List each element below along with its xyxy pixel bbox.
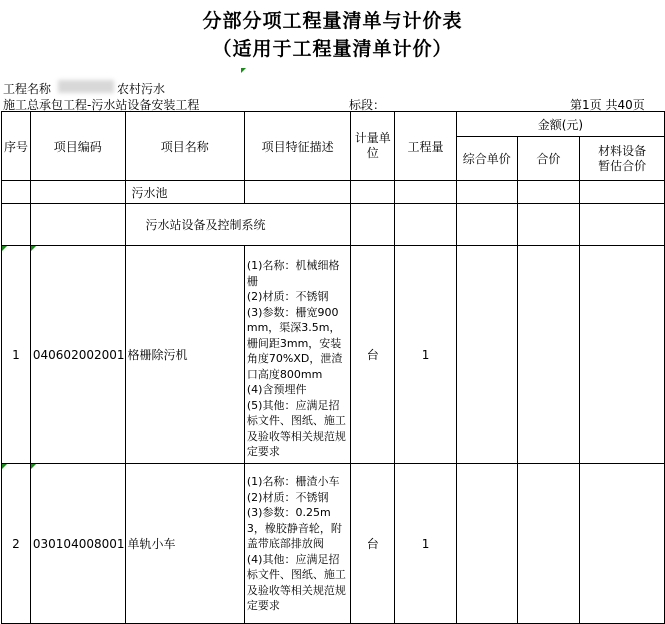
header-amount[interactable]: 金额(元) bbox=[456, 112, 664, 137]
cell[interactable] bbox=[456, 204, 517, 246]
cell[interactable] bbox=[580, 464, 665, 624]
comment-marker bbox=[2, 246, 7, 251]
table-row bbox=[2, 464, 665, 624]
header-seq[interactable]: 序号 bbox=[2, 112, 31, 181]
cell[interactable] bbox=[395, 204, 457, 246]
header-total[interactable]: 合价 bbox=[517, 137, 580, 181]
cell[interactable] bbox=[351, 204, 395, 246]
redacted-project-name bbox=[58, 80, 114, 93]
bill-of-quantities-table bbox=[1, 111, 665, 624]
project-name-label: 工程名称 bbox=[3, 82, 52, 96]
row-unit[interactable]: 台 bbox=[351, 246, 395, 464]
header-material[interactable]: 材料设备暂估合价 bbox=[580, 137, 665, 181]
comment-marker bbox=[241, 68, 246, 73]
cell[interactable] bbox=[30, 204, 125, 246]
cell[interactable] bbox=[30, 181, 125, 204]
project-name-suffix: 农村污水 bbox=[117, 82, 166, 96]
cell[interactable] bbox=[351, 181, 395, 204]
header-unit-price[interactable]: 综合单价 bbox=[456, 137, 517, 181]
row-desc-text: (1)名称：机械细格栅 (2)材质：不锈钢 (3)参数：栅宽900mm，渠深3.5m，栅间距3mm，安装角度70%XD，泄渣口高度800mm (4)含预埋件 (5)其他：应满足招标文件、图纸、施工及验收等相关规范规定要求 bbox=[246, 259, 346, 458]
cell[interactable] bbox=[456, 246, 517, 464]
table-row bbox=[2, 181, 665, 204]
cell[interactable] bbox=[580, 181, 665, 204]
cell[interactable] bbox=[395, 181, 457, 204]
page-indicator: 第1页 共40页 bbox=[570, 98, 645, 112]
cell[interactable] bbox=[2, 204, 31, 246]
header-unit[interactable]: 计量单位 bbox=[351, 112, 395, 181]
cell[interactable] bbox=[580, 204, 665, 246]
comment-marker bbox=[31, 464, 36, 469]
comment-marker bbox=[31, 246, 36, 251]
cell[interactable] bbox=[580, 246, 665, 464]
header-name[interactable]: 项目名称 bbox=[125, 112, 244, 181]
row-code-text: 030104008001 bbox=[32, 536, 125, 551]
row-desc[interactable] bbox=[244, 246, 351, 464]
row-seq-text: 2 bbox=[12, 536, 20, 551]
row-seq[interactable] bbox=[2, 246, 31, 464]
cell[interactable] bbox=[456, 464, 517, 624]
row-qty[interactable]: 1 bbox=[395, 246, 457, 464]
row-seq-text: 1 bbox=[12, 347, 20, 362]
row-desc[interactable] bbox=[244, 464, 351, 624]
cell[interactable] bbox=[517, 181, 580, 204]
section-label: 标段： bbox=[349, 98, 386, 112]
contract-name: 施工总承包工程-污水站设备安装工程 bbox=[3, 98, 200, 112]
cell[interactable] bbox=[244, 181, 351, 204]
row-name[interactable]: 单轨小车 bbox=[125, 464, 244, 624]
header-code[interactable]: 项目编码 bbox=[30, 112, 125, 181]
comment-marker bbox=[2, 464, 7, 469]
row-seq[interactable] bbox=[2, 464, 31, 624]
sheet-subtitle: （适用于工程量清单计价） bbox=[212, 38, 453, 60]
cell[interactable] bbox=[456, 181, 517, 204]
cell[interactable] bbox=[517, 204, 580, 246]
row-code[interactable] bbox=[30, 246, 125, 464]
table-row bbox=[2, 246, 665, 464]
section-title[interactable]: 污水池 bbox=[125, 181, 244, 204]
row-qty[interactable]: 1 bbox=[395, 464, 457, 624]
cell[interactable] bbox=[517, 464, 580, 624]
row-name[interactable]: 格栅除污机 bbox=[125, 246, 244, 464]
cell[interactable] bbox=[517, 246, 580, 464]
row-code[interactable] bbox=[30, 464, 125, 624]
table-row bbox=[2, 204, 665, 246]
row-code-text: 040602002001 bbox=[32, 347, 125, 362]
sheet-title: 分部分项工程量清单与计价表 bbox=[202, 10, 463, 32]
row-unit[interactable]: 台 bbox=[351, 464, 395, 624]
row-desc-text: (1)名称：栅渣小车 (2)材质：不锈钢 (3)参数：0.25m3，橡胶静音轮，附盖带底部排放阀 (4)其他：应满足招标文件、图纸、施工及验收等相关规范规定要求 bbox=[246, 475, 346, 612]
section-title[interactable]: 污水站设备及控制系统 bbox=[125, 204, 351, 246]
header-qty[interactable]: 工程量 bbox=[395, 112, 457, 181]
header-desc[interactable]: 项目特征描述 bbox=[244, 112, 351, 181]
cell[interactable] bbox=[2, 181, 31, 204]
